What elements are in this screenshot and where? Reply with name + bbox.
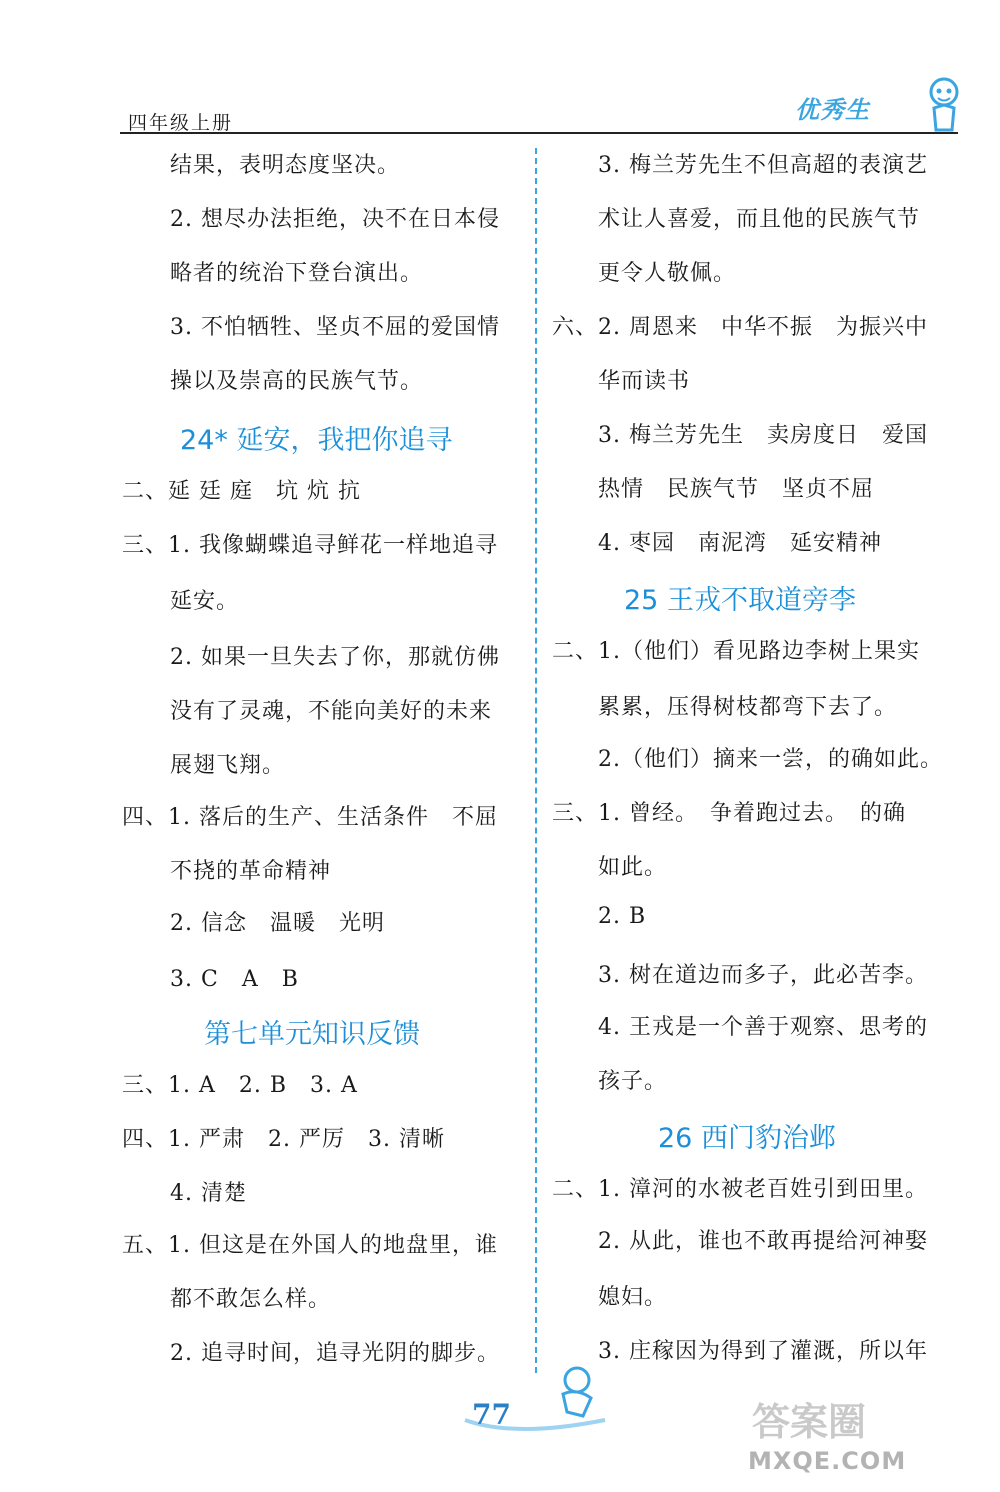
text-line: 4. 枣园 南泥湾 延安精神 [598, 531, 882, 556]
text-line: 展翅飞翔。 [170, 753, 286, 778]
header-grade: 四年级上册 [128, 112, 234, 134]
mascot-icon [922, 74, 966, 134]
text-line: 3. C A B [170, 967, 299, 992]
text-line: 更令人敬佩。 [598, 261, 737, 286]
text-line: 3. 庄稼因为得到了灌溉，所以年 [598, 1339, 928, 1364]
page-number: 77 [472, 1398, 511, 1431]
text-line: 没有了灵魂，不能向美好的未来 [170, 699, 493, 724]
text-line: 五、1. 但这是在外国人的地盘里，谁 [122, 1233, 498, 1258]
section-title: 第七单元知识反馈 [204, 1019, 420, 1050]
section-title: 24* 延安，我把你追寻 [180, 425, 453, 456]
text-line: 2. 如果一旦失去了你，那就仿佛 [170, 645, 500, 670]
text-line: 术让人喜爱，而且他的民族气节 [598, 207, 921, 232]
text-line: 华而读书 [598, 369, 691, 394]
text-line: 媳妇。 [598, 1285, 668, 1310]
text-line: 3. 梅兰芳先生不但高超的表演艺 [598, 153, 928, 178]
watermark-mark: 答案圈 [752, 1400, 867, 1444]
text-line: 2. B [598, 904, 647, 929]
text-line: 2. 追寻时间，追寻光阴的脚步。 [170, 1341, 500, 1366]
section-title: 25 王戎不取道旁李 [624, 585, 856, 616]
text-line: 三、1. 曾经。 争着跑过去。 的确 [552, 801, 906, 826]
text-line: 四、1. 落后的生产、生活条件 不屈 [122, 805, 498, 830]
text-line: 二、延 廷 庭 坑 炕 抗 [122, 479, 361, 504]
text-line: 3. 不怕牺牲、坚贞不屈的爱国情 [170, 315, 500, 340]
column-divider [535, 148, 537, 1373]
text-line: 延安。 [170, 589, 240, 614]
text-line: 2.（他们）摘来一尝，的确如此。 [598, 747, 943, 772]
text-line: 二、1. 漳河的水被老百姓引到田里。 [552, 1177, 928, 1202]
text-line: 结果，表明态度坚决。 [170, 153, 401, 178]
text-line: 三、1. 我像蝴蝶追寻鲜花一样地追寻 [122, 533, 498, 558]
section-title: 26 西门豹治邺 [658, 1123, 836, 1154]
text-line: 六、2. 周恩来 中华不振 为振兴中 [552, 315, 928, 340]
header-rule [120, 132, 958, 134]
text-line: 孩子。 [598, 1069, 668, 1094]
text-line: 4. 清楚 [170, 1181, 247, 1206]
text-line: 2. 想尽办法拒绝，决不在日本侵 [170, 207, 500, 232]
text-line: 略者的统治下登台演出。 [170, 261, 424, 286]
text-line: 热情 民族气节 坚贞不屈 [598, 477, 875, 502]
text-line: 如此。 [598, 855, 668, 880]
text-line: 2. 信念 温暖 光明 [170, 911, 385, 936]
text-line: 都不敢怎么样。 [170, 1287, 332, 1312]
header-brand-logo: 优秀生 [795, 96, 870, 124]
text-line: 三、1. A 2. B 3. A [122, 1073, 358, 1098]
text-line: 四、1. 严肃 2. 严厉 3. 清晰 [122, 1127, 445, 1152]
text-line: 不挠的革命精神 [170, 859, 332, 884]
text-line: 2. 从此，谁也不敢再提给河神娶 [598, 1229, 928, 1254]
text-line: 操以及崇高的民族气节。 [170, 369, 424, 394]
text-line: 3. 树在道边而多子，此必苦李。 [598, 963, 928, 988]
text-line: 3. 梅兰芳先生 卖房度日 爱国 [598, 423, 928, 448]
text-line: 二、1.（他们）看见路边李树上果实 [552, 639, 920, 664]
text-line: 4. 王戎是一个善于观察、思考的 [598, 1015, 928, 1040]
watermark-text: MXQE.COM [748, 1447, 907, 1475]
text-line: 累累，压得树枝都弯下去了。 [598, 695, 898, 720]
